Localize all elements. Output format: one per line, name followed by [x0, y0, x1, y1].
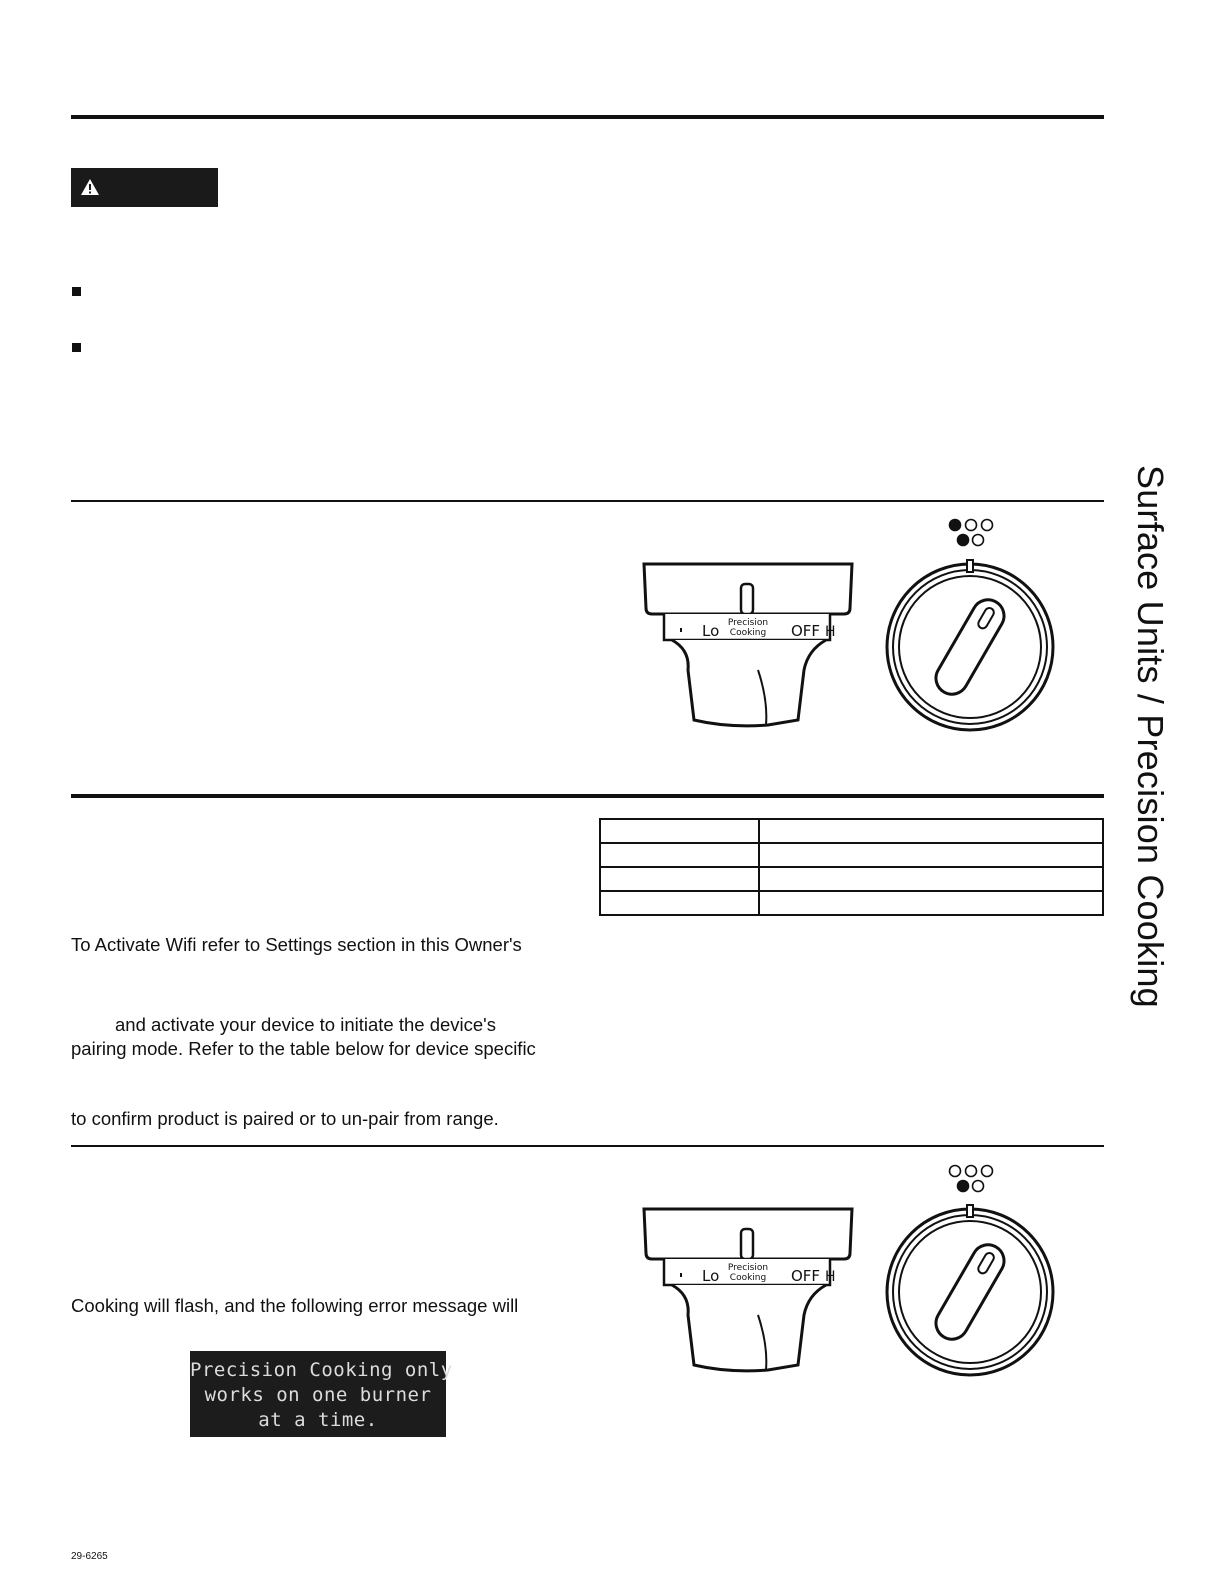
knob-label-cooking: Cooking — [729, 1273, 767, 1283]
pairing-text-line: To Activate Wifi refer to Settings section in this Owner's — [71, 934, 522, 955]
one-burner-text-line: Cooking will flash, and the following error message will — [71, 1295, 519, 1316]
section-rule — [71, 1145, 1104, 1147]
section-rule — [71, 500, 1104, 502]
table-row — [600, 867, 1103, 891]
knob-label-precision: Precision — [727, 618, 769, 628]
table-row — [600, 819, 1103, 843]
knob-label-precision: Precision — [727, 1263, 769, 1273]
pairing-text-line: to confirm product is paired or to un-pair from range. — [71, 1108, 499, 1129]
bullet-marker — [72, 287, 81, 296]
document-number: 29-6265 — [71, 1551, 108, 1562]
knob-side-view-illustration — [638, 1205, 858, 1380]
knob-label-off: OFF — [791, 1267, 821, 1285]
knob-label-lo: Lo — [702, 1267, 720, 1285]
knob-label-lo: Lo — [702, 622, 720, 640]
device-pairing-table — [599, 818, 1104, 916]
pairing-text-line: and activate your device to initiate the device's — [115, 1014, 496, 1035]
side-section-title — [1108, 465, 1178, 1055]
display-line: works on one burner — [204, 1384, 432, 1406]
warning-badge — [71, 168, 218, 207]
section-rule — [71, 794, 1104, 798]
knob-front-view-illustration — [883, 557, 1058, 732]
knob-front-view-illustration — [883, 1202, 1058, 1377]
burner-indicator-top — [940, 516, 1000, 550]
warning-triangle-icon — [80, 178, 100, 196]
knob-side-view-illustration — [638, 560, 858, 735]
display-line: Precision Cooking only — [190, 1359, 453, 1381]
table-row — [600, 891, 1103, 915]
knob-label-hi: H — [825, 1269, 836, 1285]
burner-indicator-bottom — [940, 1162, 1000, 1196]
knob-label-off: OFF — [791, 622, 821, 640]
bullet-marker — [72, 343, 81, 352]
top-rule — [71, 115, 1104, 119]
side-title-text: Surface Units / Precision Cooking — [1130, 465, 1171, 1008]
display-line: at a time. — [258, 1409, 378, 1431]
error-message-display — [190, 1351, 453, 1437]
pairing-text-line: pairing mode. Refer to the table below for device specific — [71, 1038, 536, 1059]
knob-label-cooking: Cooking — [729, 628, 767, 638]
table-row — [600, 843, 1103, 867]
knob-label-hi: H — [825, 624, 836, 640]
